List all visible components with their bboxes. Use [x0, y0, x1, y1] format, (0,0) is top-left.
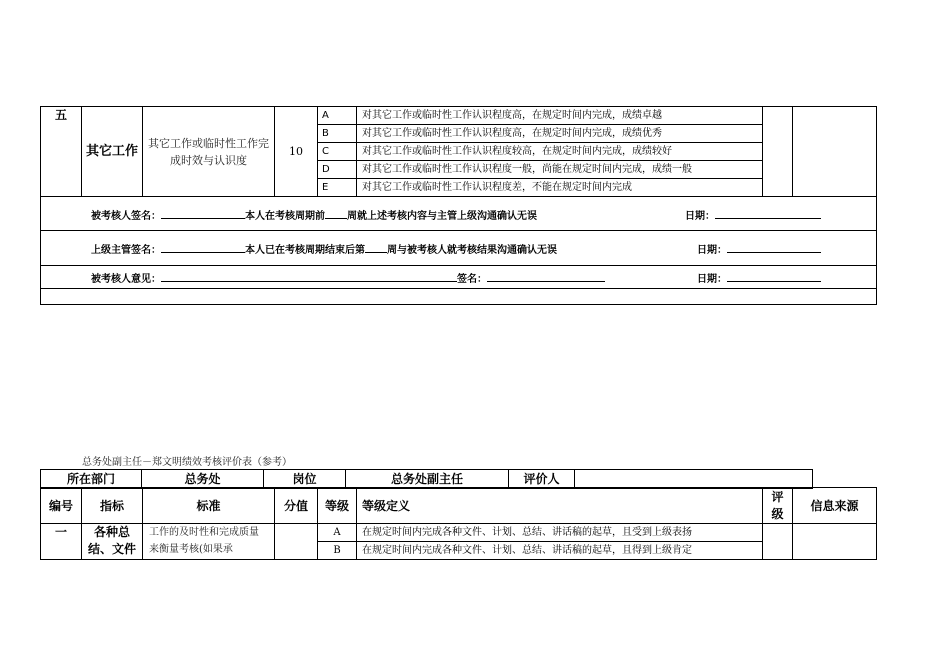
grade-c: C — [318, 143, 357, 161]
rating-cell[interactable] — [763, 107, 793, 197]
row1-grade-a-definition: 在规定时间内完成各种文件、计划、总结、讲话稿的起草，且受到上级表扬 — [357, 524, 763, 542]
dept-value: 总务处 — [142, 470, 264, 489]
grade-a-definition: 对其它工作或临时性工作认识程度高，在规定时间内完成，成绩卓越 — [357, 107, 763, 125]
supervisor-signature-blank[interactable] — [161, 241, 245, 253]
row1-grade-b-definition: 在规定时间内完成各种文件、计划、总结、讲话稿的起草，且得到上级肯定 — [357, 542, 763, 560]
appraisee-opinion-row — [41, 266, 877, 289]
col-grade: 等级 — [318, 488, 357, 524]
supervisor-date: 日期： — [697, 241, 821, 259]
appraisal-table-2-body — [40, 487, 877, 560]
row1-grade-a: A — [318, 524, 357, 542]
row1-indicator: 各种总结、文件 — [82, 524, 143, 560]
evaluator-value[interactable] — [575, 470, 813, 489]
col-indicator: 指标 — [82, 488, 143, 524]
appraisee-sign-text: 被考核人签名： 本人在考核周期前 周就上述考核内容与主管上级沟通确认无误 — [91, 207, 537, 225]
position-label: 岗位 — [264, 470, 346, 489]
appraisee-signature-row — [41, 197, 877, 231]
appraisee-date: 日期： — [685, 207, 821, 225]
grade-e-definition: 对其它工作或临时性工作认识程度差，不能在规定时间内完成 — [357, 179, 763, 197]
grade-b-definition: 对其它工作或临时性工作认识程度高，在规定时间内完成，成绩优秀 — [357, 125, 763, 143]
weeks-before-blank[interactable] — [325, 207, 347, 219]
col-rating: 评级 — [763, 488, 793, 524]
indicator-cell: 其它工作 — [82, 107, 143, 197]
opinion-date-blank[interactable] — [727, 270, 821, 282]
section-number: 五 — [41, 107, 82, 197]
row1-rating[interactable] — [763, 524, 793, 560]
row1-score[interactable] — [275, 524, 318, 560]
opinion-text: 被考核人意见： 签名： — [91, 270, 605, 288]
weeks-after-blank[interactable] — [365, 241, 387, 253]
col-score: 分值 — [275, 488, 318, 524]
grade-a: A — [318, 107, 357, 125]
source-cell[interactable] — [793, 107, 877, 197]
row1-number: 一 — [41, 524, 82, 560]
appraisal-table-2 — [40, 469, 813, 489]
standard-cell: 其它工作或临时性工作完成时效与认识度 — [143, 107, 275, 197]
opinion-signature-blank[interactable] — [487, 270, 605, 282]
grade-d-definition: 对其它工作或临时性工作认识程度一般，尚能在规定时间内完成，成绩一般 — [357, 161, 763, 179]
opinion-date: 日期： — [697, 270, 821, 288]
col-standard: 标准 — [143, 488, 275, 524]
dept-label: 所在部门 — [41, 470, 142, 489]
col-number: 编号 — [41, 488, 82, 524]
opinion-blank[interactable] — [161, 270, 457, 282]
row1-grade-b: B — [318, 542, 357, 560]
table-2-title: 总务处副主任－郑文明绩效考核评价表（参考） — [82, 457, 292, 468]
appraisee-signature-blank[interactable] — [161, 207, 245, 219]
grade-d: D — [318, 161, 357, 179]
col-grade-definition: 等级定义 — [357, 488, 763, 524]
row1-standard: 工作的及时性和完成质量来衡量考核(如果承 — [143, 524, 275, 560]
grade-e: E — [318, 179, 357, 197]
grade-c-definition: 对其它工作或临时性工作认识程度较高，在规定时间内完成，成绩较好 — [357, 143, 763, 161]
appraisal-table-1 — [40, 106, 877, 305]
score-cell: 10 — [275, 107, 318, 197]
supervisor-sign-text: 上级主管签名： 本人已在考核周期结束后第 周与被考核人就考核结果沟通确认无误 — [91, 241, 557, 259]
supervisor-date-blank[interactable] — [727, 241, 821, 253]
appraisee-date-blank[interactable] — [715, 207, 821, 219]
empty-row — [41, 289, 877, 305]
grade-b: B — [318, 125, 357, 143]
evaluator-label: 评价人 — [509, 470, 575, 489]
row1-source[interactable] — [793, 524, 877, 560]
position-value: 总务处副主任 — [346, 470, 509, 489]
supervisor-signature-row — [41, 231, 877, 266]
col-source: 信息来源 — [793, 488, 877, 524]
